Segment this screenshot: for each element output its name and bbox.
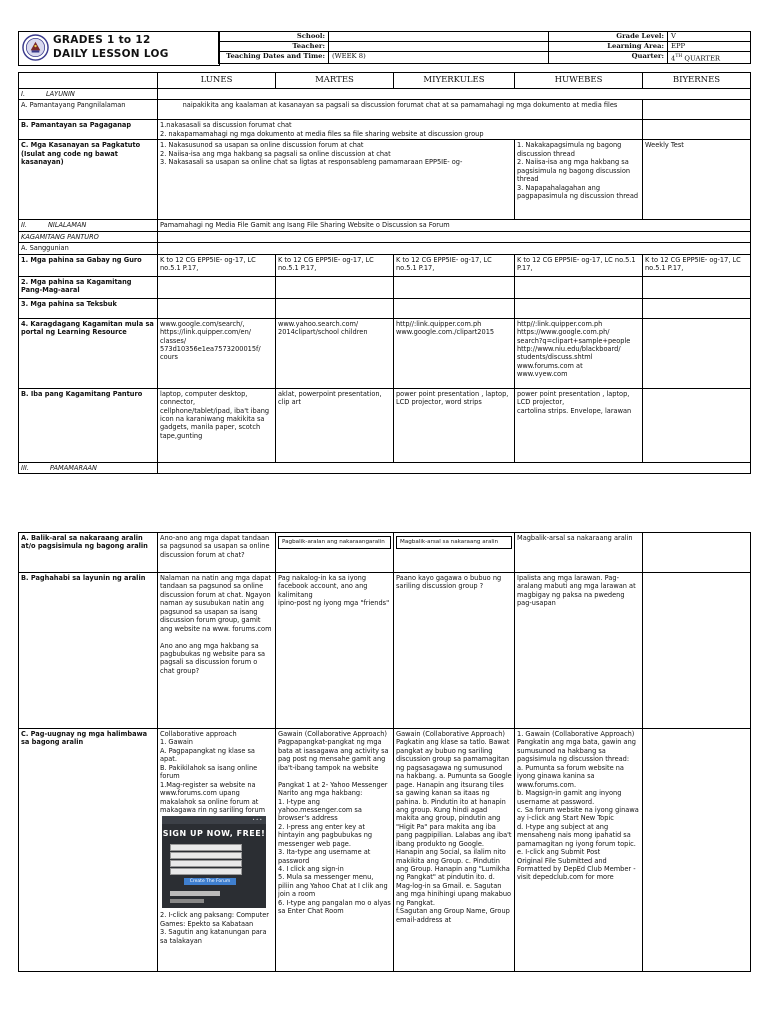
title-line-2: DAILY LESSON LOG xyxy=(53,48,169,60)
balik-aral-miyerkules-cell xyxy=(394,533,515,573)
lesson-log-table-part-1 xyxy=(18,72,751,474)
empty-cell xyxy=(643,318,751,388)
section-layunin: I. LAYUNIN xyxy=(19,88,158,99)
paghahabi-martes: Pag nakalog-in ka sa iyong facebook account, ano ang kalimitang ipino-post ng iyong mga "friends" xyxy=(276,573,394,729)
screenshot-topbar xyxy=(162,816,266,824)
screenshot-footer-bar xyxy=(170,891,220,896)
gabay-martes: K to 12 CG EPP5IE- og-17, LC no.5.1 P.17, xyxy=(276,254,394,276)
empty-cell xyxy=(515,276,643,298)
empty-cell xyxy=(515,298,643,318)
row-label-paghahabi: B. Paghahabi sa layunin ng aralin xyxy=(19,573,158,729)
empty-cell xyxy=(394,298,515,318)
karagdagang-miyerkules: http//:link.quipper.com.ph www.google.com./clipart2015 xyxy=(394,318,515,388)
nilalaman-text: Pamamahagi ng Media File Gamit ang Isang File Sharing Website o Discussion sa Forum xyxy=(158,220,751,231)
karagdagang-lunes: www.google.com/search/, https://link.quipper.com/en/ classes/ 573d10356e1ea7573200015f/ cours xyxy=(158,318,276,388)
school-value xyxy=(329,32,549,42)
corner-cell xyxy=(19,73,158,89)
empty-cell xyxy=(394,276,515,298)
signup-screenshot xyxy=(162,816,266,908)
empty-cell xyxy=(276,298,394,318)
teaching-dates-value: (WEEK 8) xyxy=(329,52,549,64)
row-label-pamantayang-pangnilalaman: A. Pamantayang Pangnilalaman xyxy=(19,100,158,120)
empty-cell xyxy=(643,729,751,972)
gabay-huwebes: K to 12 CG EPP5IE- og-17, LC no.5.1 P.17, xyxy=(515,254,643,276)
karagdagang-huwebes: http//:link.quipper.com.ph https://www.google.com.ph/ search?q=clipart+sample+people http://www.niu.edu/blackboard/ students/discuss.shtml www.forums.com at www.vyew.com xyxy=(515,318,643,388)
school-label: School: xyxy=(219,32,329,42)
teacher-label: Teacher: xyxy=(219,42,329,52)
quarter-word: QUARTER xyxy=(682,54,721,63)
quarter-value xyxy=(668,52,751,64)
quarter-suffix: TH xyxy=(675,54,683,59)
quarter-label: Quarter: xyxy=(549,52,668,64)
day-header-miyerkules: MIYERKULES xyxy=(394,73,515,89)
empty-cell xyxy=(276,276,394,298)
gabay-miyerkules: K to 12 CG EPP5IE- og-17, LC no.5.1 P.17, xyxy=(394,254,515,276)
quarter-number: 4 xyxy=(671,54,676,63)
section-kagamitang-panturo: KAGAMITANG PANTURO xyxy=(19,231,158,242)
empty-cell xyxy=(643,100,751,120)
row-label-balik-aral: A. Balik-aral sa nakaraang aralin at/o pagsisimula ng bagong aralin xyxy=(19,533,158,573)
grade-level-label: Grade Level: xyxy=(549,32,668,42)
iba-lunes: laptop, computer desktop, connector, cellphone/tablet/ipad, iba't ibang icon na karaniwang makikita sa gadgets, manila paper, scotch tape,gunting xyxy=(158,388,276,462)
teaching-dates-label: Teaching Dates and Time: xyxy=(219,52,329,64)
empty-cell xyxy=(643,120,751,140)
day-header-huwebes: HUWEBES xyxy=(515,73,643,89)
empty-cell xyxy=(158,243,751,254)
learning-area-label: Learning Area: xyxy=(549,42,668,52)
paghahabi-huwebes: Ipalista ang mga larawan. Pag-aralang mabuti ang mga larawan at magbigay ng paksa na pwedeng pag-usapan xyxy=(515,573,643,729)
row-label-kagamitang-pang-mag-aaral: 2. Mga pahina sa Kagamitang Pang-Mag-aaral xyxy=(19,276,158,298)
day-header-martes: MARTES xyxy=(276,73,394,89)
learning-area-value: EPP xyxy=(668,42,751,52)
pamantayan-pagaganap-text: 1.nakasasali sa discussion forumat chat 2. nakapamamahagi ng mga dokumento at media files sa file sharing website at discussion group xyxy=(158,120,643,140)
row-label-kasanayan: C. Mga Kasanayan sa Pagkatuto (Isulat ang code ng bawat kasanayan) xyxy=(19,140,158,220)
kasanayan-biyernes: Weekly Test xyxy=(643,140,751,220)
day-header-biyernes: BIYERNES xyxy=(643,73,751,89)
pag-uugnay-lunes-cell xyxy=(158,729,276,972)
empty-cell xyxy=(158,298,276,318)
iba-huwebes: power point presentation , laptop, LCD projector, cartolina strips. Envelope, larawan xyxy=(515,388,643,462)
balik-aral-huwebes: Magbalik-arsal sa nakaraang aralin xyxy=(515,533,643,573)
title-block xyxy=(18,31,220,66)
screenshot-field-1 xyxy=(170,844,242,851)
kasanayan-text: 1. Nakasusunod sa usapan sa online discussion forum at chat 2. Naiisa-isa ang mga hakbang sa pagsali sa online discussion at chat 3. Nakasasali sa usapan sa online chat sa ligtas at responsableng pamamaraan EPP5IE- og- xyxy=(158,140,515,220)
section-pamamaraan: III. PAMAMARAAN xyxy=(19,462,158,473)
empty-cell xyxy=(158,88,751,99)
row-label-teksbuk: 3. Mga pahina sa Teksbuk xyxy=(19,298,158,318)
empty-cell xyxy=(643,276,751,298)
empty-cell xyxy=(643,298,751,318)
row-label-pag-uugnay: C. Pag-uugnay ng mga halimbawa sa bagong aralin xyxy=(19,729,158,972)
empty-cell xyxy=(158,231,751,242)
iba-miyerkules: power point presentation , laptop, LCD projector, word strips xyxy=(394,388,515,462)
screenshot-field-2 xyxy=(170,852,242,859)
balik-aral-martes-cell xyxy=(276,533,394,573)
section-nilalaman: II. NILALAMAN xyxy=(19,220,158,231)
teacher-value xyxy=(329,42,549,52)
empty-cell xyxy=(158,462,751,473)
paghahabi-miyerkules: Paano kayo gagawa o bubuo ng sariling discussion group ? xyxy=(394,573,515,729)
row-label-sanggunian: A. Sanggunian xyxy=(19,243,158,254)
screenshot-footer-bar-2 xyxy=(170,899,204,903)
gabay-lunes: K to 12 CG EPP5IE- og-17, LC no.5.1 P.17, xyxy=(158,254,276,276)
row-label-karagdagang-kagamitan: 4. Karagdagang Kagamitan mula sa portal ng Learning Resource xyxy=(19,318,158,388)
balik-aral-lunes: Ano-ano ang mga dapat tandaan sa pagsunod sa usapan sa online discussion forum at chat? xyxy=(158,533,276,573)
row-label-iba-pang-kagamitan: B. Iba pang Kagamitang Panturo xyxy=(19,388,158,462)
day-header-lunes: LUNES xyxy=(158,73,276,89)
deped-seal-icon xyxy=(22,34,49,61)
pag-uugnay-lunes-bottom: 2. I-click ang paksang: Computer Games: Epekto sa Kabataan 3. Sagutin ang katanungan para sa talakayan xyxy=(160,911,270,945)
pamantayang-pangnilalaman-text: naipakikita ang kaalaman at kasanayan sa pagsali sa discussion forumat chat at sa pamamahagi ng mga dokumento at media files xyxy=(158,100,643,120)
screenshot-field-3 xyxy=(170,860,242,867)
pag-uugnay-lunes-top: Collaborative approach 1. Gawain A. Pagpapangkat ng klase sa apat. B. Pakikilahok sa isang online forum 1.Mag-register sa website na www.forums.com upang makalahok sa online forum at makagawa rin ng sariling forum xyxy=(160,730,266,814)
gabay-biyernes: K to 12 CG EPP5IE- og-17, LC no.5.1 P.17, xyxy=(643,254,751,276)
screenshot-topbar-dots: • • • xyxy=(252,817,262,823)
empty-cell xyxy=(643,533,751,573)
row-label-pamantayan-pagaganap: B. Pamantayan sa Pagaganap xyxy=(19,120,158,140)
title-line-1: GRADES 1 to 12 xyxy=(53,34,151,46)
empty-cell xyxy=(643,573,751,729)
karagdagang-martes: www.yahoo.search.com/ 2014clipart/school children xyxy=(276,318,394,388)
screenshot-heading: SIGN UP NOW, FREE! xyxy=(162,829,266,839)
balik-aral-miyerkules: Magbalik-arsal sa nakaraang aralin xyxy=(396,536,512,549)
grade-level-value: V xyxy=(668,32,751,42)
pag-uugnay-miyerkules: Gawain (Collaborative Approach) Pagkatin ang klase sa tatlo. Bawat pangkat ay bubuo ng sariling discussion group sa pamamagitan ng pagsasagawa ng sumusunod na hakbang. a. Pumunta sa Google page. Hanapin ang itsurang tiles sa gawing kanan sa itaas ng pahina. b. Pindutin ito at hanapin ang group. Kung hindi agad makita ang group, pindutin ang "Higit Pa" para makita ang iba pang pagpipilian. Lalabas ang iba't ibang produkto ng Google. Hanapin ang Social, sa ilalim nito makikita ang Group. c. Pindutin ang Group. Hanapin ang "Lumikha ng Pangkat" at pindutin ito. d. Mag-log-in sa Gmail. e. Sagutan ang mga hinihingi upang makabuo ng Pangkat. f.Sagutan ang Group Name, Group email-address at xyxy=(394,729,515,972)
empty-cell xyxy=(643,388,751,462)
iba-martes: aklat, powerpoint presentation, clip art xyxy=(276,388,394,462)
kasanayan-huwebes: 1. Nakakapagsimula ng bagong discussion thread 2. Naiisa-isa ang mga hakbang sa pagsisimula ng bagong discussion thread 3. Napapahalagahan ang pagpapasimula ng discussion thread xyxy=(515,140,643,220)
header-meta-table xyxy=(218,31,751,64)
pag-uugnay-martes: Gawain (Collaborative Approach) Pagpapangkat-pangkat ng mga bata at isasagawa ang activity sa pag post ng mensahe gamit ang iba't-ibang tampok na website Pangkat 1 at 2- Yahoo Messenger Narito ang mga hakbang: 1. I-type ang yahoo.messenger.com sa browser's address 2. I-press ang enter key at hintayin ang pagbubukas ng messenger web page. 3. Ita-type ang username at password 4. I click ang sign-in 5. Mula sa messenger menu, piliin ang Yahoo Chat at I clik ang join a room 6. I-type ang pangalan mo o alyas sa Enter Chat Room xyxy=(276,729,394,972)
pag-uugnay-huwebes: 1. Gawain (Collaborative Approach) Pangkatin ang mga bata, gawin ang sumusunod na hakbang sa pagsisimula ng discussion thread: a. Pumunta sa forum website na iyong ginawa kanina sa www.forums.com. b. Magsign-in gamit ang inyong username at password. c. Sa forum website na iyong ginawa ay i-click ang Start New Topic d. I-type ang subject at ang mensaheng nais mong ipahatid sa pamamagitan ng iyong forum topic. e. I-click ang Submit Post Original File Submitted and Formatted by DepEd Club Member - visit depedclub.com for more xyxy=(515,729,643,972)
screenshot-create-button: Create The Forum xyxy=(184,878,236,885)
row-label-gabay-ng-guro: 1. Mga pahina sa Gabay ng Guro xyxy=(19,254,158,276)
balik-aral-martes: Pagbalik-aralan ang nakaraangaralin xyxy=(278,536,391,549)
lesson-log-table-part-2 xyxy=(18,532,751,972)
empty-cell xyxy=(158,276,276,298)
paghahabi-lunes: Nalaman na natin ang mga dapat tandaan sa pagsunod sa online discussion forum at chat. Ngayon naman ay susubukan natin ang pagsunod sa usapan sa isang discussion forum group, gamit ang website na www. forums.com Ano ano ang mga hakbang sa pagbubukas ng website para sa pagsali sa discussion forum o chat group? xyxy=(158,573,276,729)
screenshot-field-4 xyxy=(170,868,242,875)
